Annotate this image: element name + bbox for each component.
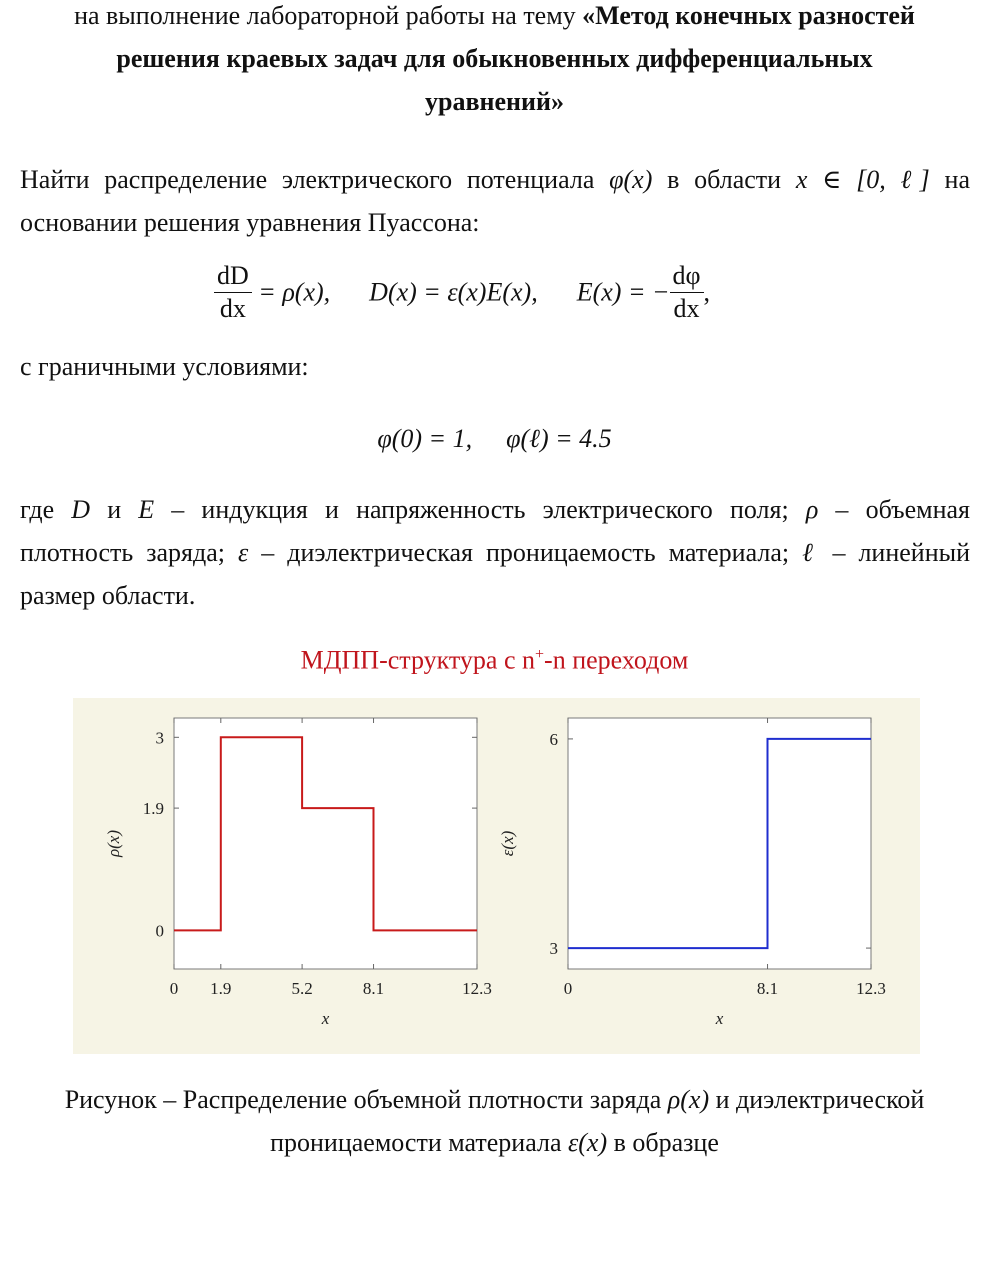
definitions-line-2 xyxy=(20,531,970,574)
y-tick-label: 0 xyxy=(155,921,164,941)
definitions-paragraph xyxy=(20,488,970,617)
text-span: на xyxy=(929,165,970,194)
caption-rho: ρ(x) xyxy=(667,1085,710,1114)
fraction-dD-dx xyxy=(214,260,252,325)
text-span: -n переходом xyxy=(544,645,689,675)
fraction-denominator: dx xyxy=(219,294,246,323)
text-span: где xyxy=(20,495,72,524)
y-axis-label: ρ(x) xyxy=(104,829,123,858)
task-line-2: основании решения уравнения Пуассона: xyxy=(20,208,480,237)
definitions-line-3: размер области. xyxy=(20,581,196,610)
assignment-header xyxy=(0,0,989,123)
y-axis-label: ε(x) xyxy=(498,830,517,857)
math-D: D xyxy=(71,495,91,524)
header-line-3 xyxy=(0,80,989,123)
text-span: Найти распределение электрического потенциала xyxy=(20,165,610,194)
equation-part: D(x) = ε(x)E(x), xyxy=(369,277,538,307)
fraction-numerator: dφ xyxy=(670,260,704,293)
text-span: и xyxy=(90,495,139,524)
text-span: МДПП-структура с n xyxy=(300,645,536,675)
header-topic-end: уравнений» xyxy=(425,87,564,116)
math-rho: ρ xyxy=(805,495,819,524)
boundary-condition-1: φ(0) = 1, xyxy=(377,424,473,453)
y-tick-label: 3 xyxy=(549,939,558,959)
header-line-1 xyxy=(0,0,989,37)
text-span: – диэлектрическая проницаемость материала; xyxy=(248,538,803,567)
math-phi: φ(x) xyxy=(609,165,653,194)
math-domain: x ∈ [0, ℓ] xyxy=(795,165,930,194)
math-E: E xyxy=(138,495,155,524)
y-tick-label: 6 xyxy=(549,729,558,749)
x-tick-label: 12.3 xyxy=(856,979,886,998)
plot-area-2 xyxy=(568,718,871,969)
x-tick-label: 5.2 xyxy=(291,979,313,998)
header-text: на выполнение лабораторной работы на тему xyxy=(74,1,583,30)
y-tick-label: 3 xyxy=(155,728,164,748)
x-tick-label: 12.3 xyxy=(462,979,492,998)
caption-line-1 xyxy=(0,1078,989,1121)
header-topic-start: «Метод конечных разностей xyxy=(582,1,915,30)
x-tick-label: 0 xyxy=(563,979,573,998)
fraction-dphi-dx xyxy=(670,260,704,325)
figure-panel xyxy=(73,698,920,1054)
equation-part: , xyxy=(703,277,711,307)
text-span: и диэлектрической xyxy=(709,1085,925,1114)
x-tick-label: 1.9 xyxy=(210,979,232,998)
task-line-1 xyxy=(20,158,970,201)
y-tick-label: 1.9 xyxy=(142,799,164,819)
poisson-equation xyxy=(214,262,710,327)
math-ell: ℓ xyxy=(802,538,820,567)
x-axis-label: x xyxy=(321,1009,330,1028)
text-span: – объемная xyxy=(818,495,970,524)
definitions-line-1 xyxy=(20,488,970,531)
charts-svg xyxy=(73,698,920,1054)
x-tick-label: 0 xyxy=(169,979,179,998)
text-span: Рисунок – Распределение объемной плотности заряда xyxy=(64,1085,668,1114)
task-paragraph xyxy=(20,158,970,244)
x-tick-label: 8.1 xyxy=(756,979,779,998)
figure-title xyxy=(0,633,989,682)
header-line-2 xyxy=(0,37,989,80)
fraction-denominator: dx xyxy=(673,294,700,323)
equation-part: = ρ(x), xyxy=(258,277,331,307)
x-axis-label: x xyxy=(715,1009,724,1028)
header-topic-middle: решения краевых задач для обыкновенных дифференциальных xyxy=(116,44,873,73)
boundary-condition-2: φ(ℓ) = 4.5 xyxy=(506,424,612,453)
fraction-numerator: dD xyxy=(214,260,252,293)
text-span: – линейный xyxy=(819,538,970,567)
boundary-text: с граничными условиями: xyxy=(20,352,309,381)
figure-caption xyxy=(0,1078,989,1164)
math-eps: ε xyxy=(238,538,249,567)
x-tick-label: 8.1 xyxy=(362,979,385,998)
caption-eps: ε(x) xyxy=(568,1128,608,1157)
equation-part: E(x) = − xyxy=(576,277,670,307)
text-span: в образце xyxy=(607,1128,719,1157)
text-span: плотность заряда; xyxy=(20,538,238,567)
superscript: + xyxy=(535,646,545,663)
text-span: в области xyxy=(652,165,796,194)
text-span: – индукция и напряженность электрического поля; xyxy=(154,495,806,524)
text-span: проницаемости материала xyxy=(270,1128,568,1157)
boundary-conditions xyxy=(0,417,989,460)
caption-line-2 xyxy=(0,1121,989,1164)
